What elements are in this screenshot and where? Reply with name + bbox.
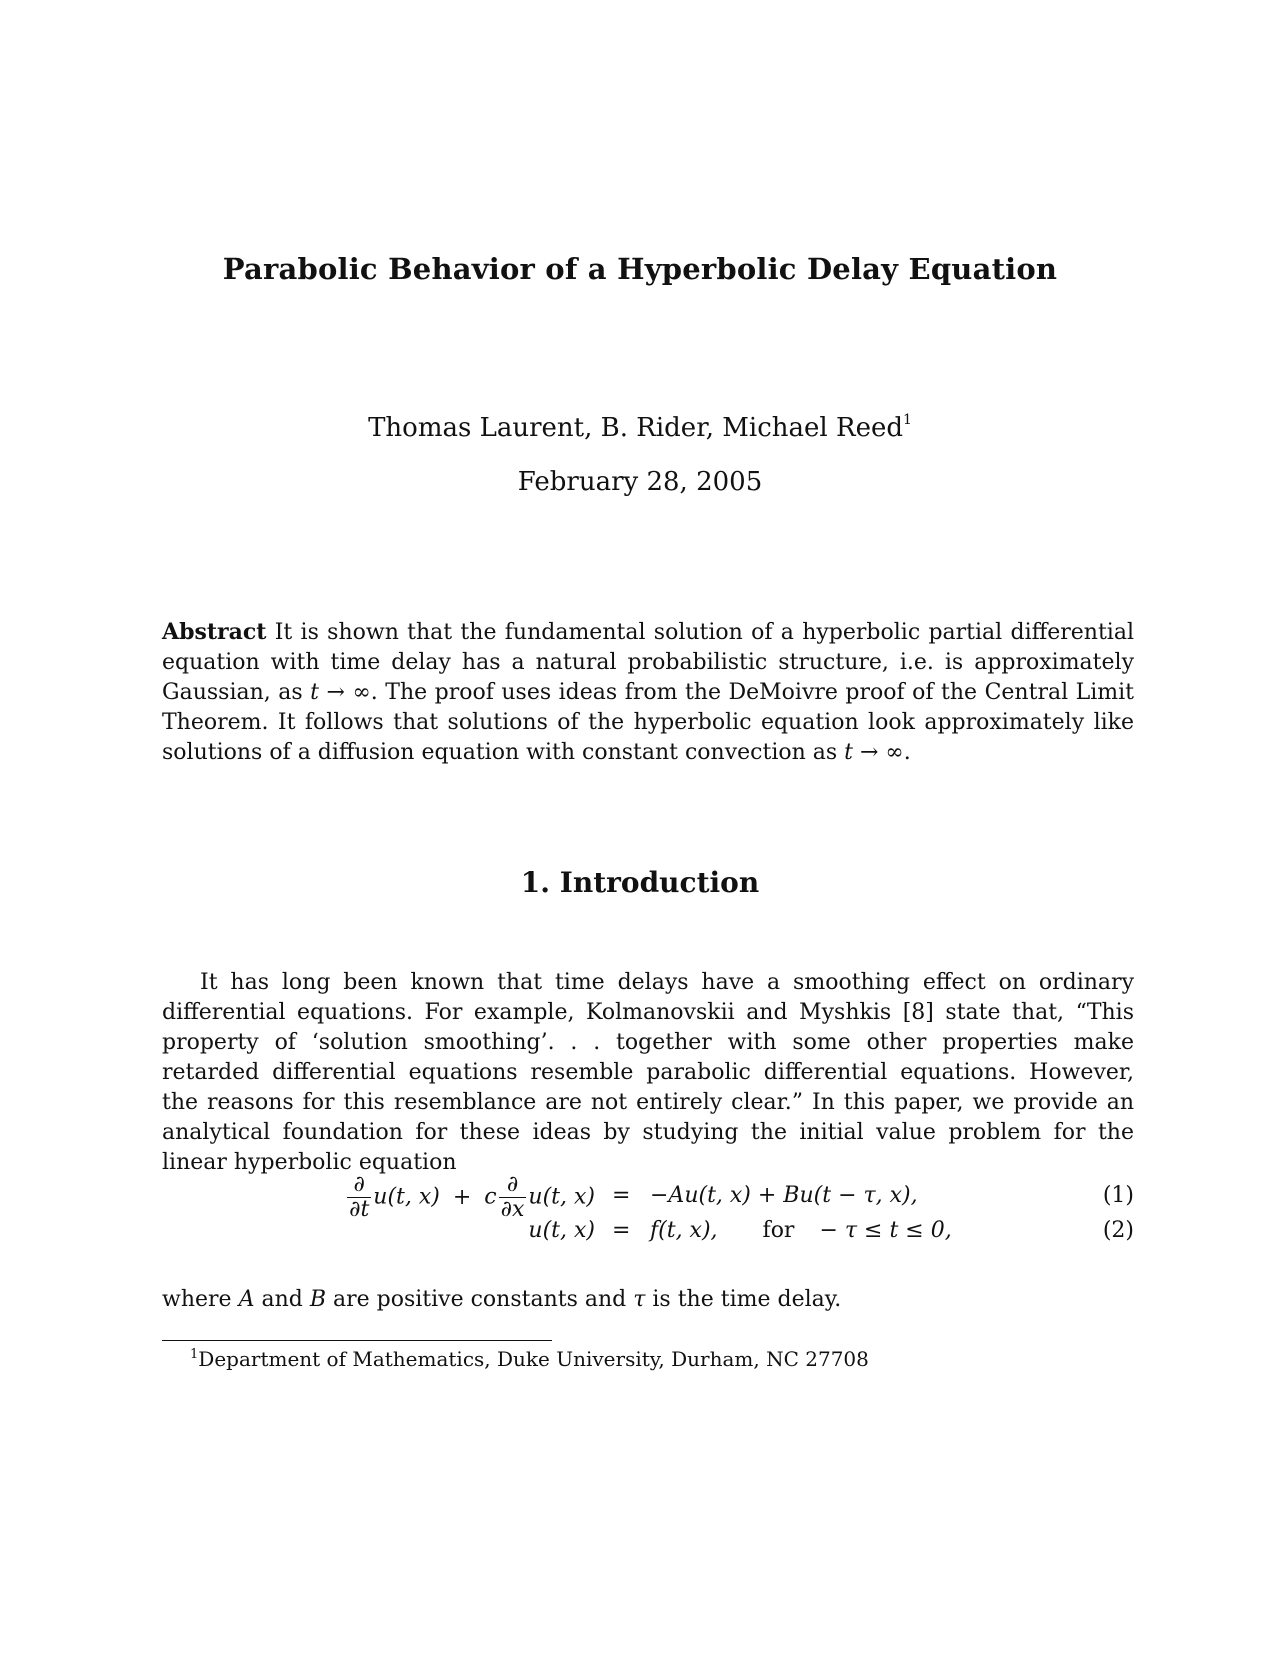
- explanation-text-4: is the time delay.: [645, 1287, 842, 1312]
- author-list: [0, 412, 1280, 443]
- partial-t-denominator: ∂t: [349, 1197, 370, 1222]
- footnote-text: Department of Mathematics, Duke University, Durham, NC 27708: [198, 1347, 869, 1371]
- equation-1-number: (1): [1102, 1183, 1134, 1208]
- paper-date: February 28, 2005: [517, 467, 763, 497]
- constant-a: A: [238, 1287, 255, 1312]
- tau-symbol: τ: [633, 1287, 646, 1312]
- partial-t-fraction: [347, 1173, 371, 1222]
- equation-1: [0, 1172, 1280, 1222]
- footnote: [190, 1347, 869, 1371]
- explanation-text-3: are positive constants and: [325, 1287, 634, 1312]
- footnote-mark: 1: [190, 1347, 199, 1362]
- partial-x-fraction: [499, 1173, 527, 1222]
- abstract-label: Abstract: [162, 619, 267, 645]
- equation-explanation: [162, 1285, 1134, 1315]
- paper-title: Parabolic Behavior of a Hyperbolic Delay Equation: [222, 252, 1058, 286]
- equation-1-c: c: [484, 1184, 497, 1210]
- equation-1-equals: =: [612, 1183, 631, 1208]
- abstract: [162, 617, 1134, 768]
- equation-2-rhs: [650, 1218, 952, 1243]
- explanation-text-1: where: [162, 1287, 239, 1312]
- partial-x-denominator: ∂x: [500, 1197, 525, 1222]
- abstract-text-3: → ∞.: [853, 740, 911, 765]
- author-footnote-mark: 1: [903, 412, 912, 428]
- equation-2-equals: =: [612, 1218, 631, 1243]
- abstract-text-2: → ∞. The proof uses ideas from the DeMoivre proof of the Central Limit Theorem. It follows that solutions of the hyperbolic equation look approximately like solutions of a diffusion equation with constant convection as: [162, 680, 1134, 765]
- partial-t-numerator: ∂: [347, 1173, 371, 1198]
- equation-2-condition: − τ ≤ t ≤ 0,: [819, 1218, 952, 1243]
- section-heading-introduction: 1. Introduction: [520, 866, 760, 899]
- introduction-paragraph: It has long been known that time delays have a smoothing effect on ordinary differential equations. For example, Kolmanovskii and Myshkis [8] state that, “This property of ‘solution smoothing’. . . together with some other properties make retarded differential equations resemble parabolic differential equations. However, the reasons for this resemblance are not entirely clear.” In this paper, we provide an analytical foundation for these ideas by studying the initial value problem for the linear hyperbolic equation: [162, 970, 1134, 1175]
- equation-2-condition-word: for: [762, 1218, 795, 1243]
- partial-x-numerator: ∂: [499, 1173, 527, 1198]
- equation-2-lhs: u(t, x): [528, 1218, 595, 1243]
- equation-1-u-term-2: u(t, x): [528, 1184, 595, 1210]
- abstract-text-1: It is shown that the fundamental solution of a hyperbolic partial differential equation with time delay has a natural probabilistic structure, i.e. is approximately Gaussian, as: [162, 620, 1134, 705]
- equation-1-plus: +: [452, 1184, 472, 1210]
- equation-1-lhs: [345, 1173, 595, 1222]
- constant-b: B: [309, 1287, 326, 1312]
- abstract-t-symbol: t: [310, 680, 320, 705]
- equation-2-rhs-expression: f(t, x),: [650, 1218, 718, 1243]
- authors-text: Thomas Laurent, B. Rider, Michael Reed: [368, 413, 903, 443]
- equation-1-rhs: −Au(t, x) + Bu(t − τ, x),: [650, 1183, 918, 1208]
- equation-2: [0, 1218, 1280, 1258]
- footnote-divider: [162, 1340, 552, 1341]
- explanation-text-2: and: [254, 1287, 310, 1312]
- abstract-t-symbol-2: t: [844, 740, 854, 765]
- equation-1-u-term-1: u(t, x): [373, 1184, 440, 1210]
- equation-2-number: (2): [1102, 1218, 1134, 1243]
